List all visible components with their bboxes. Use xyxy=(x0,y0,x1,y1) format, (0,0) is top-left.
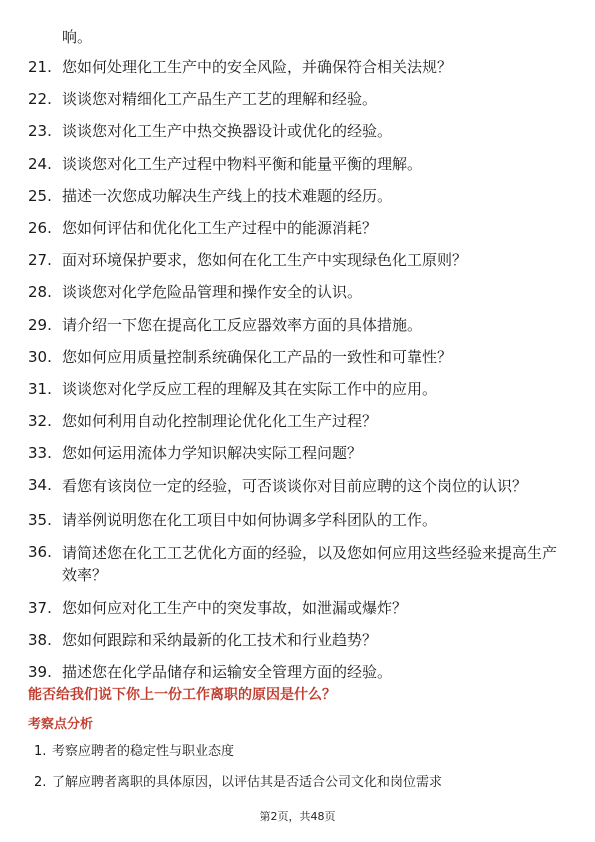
question-number: 29. xyxy=(28,315,52,334)
question-text: 谈谈您对化学危险品管理和操作安全的认识。 xyxy=(62,283,363,302)
analysis-subheading: 考察点分析 xyxy=(28,717,94,732)
question-item xyxy=(28,662,568,682)
analysis-points xyxy=(34,743,564,805)
question-number: 38. xyxy=(28,631,52,650)
analysis-point xyxy=(34,743,564,761)
question-item xyxy=(28,443,568,463)
question-text: 面对环境保护要求，您如何在化工生产中实现绿色化工原则？ xyxy=(62,251,468,270)
question-number: 34. xyxy=(28,476,52,495)
section-heading: 能否给我们说下你上一份工作离职的原因是什么？ xyxy=(28,687,336,703)
question-number: 28. xyxy=(28,283,52,302)
question-number: 36. xyxy=(28,542,52,561)
question-number: 37. xyxy=(28,599,52,617)
question-text: 谈谈您对精细化工产品生产工艺的理解和经验。 xyxy=(62,90,378,109)
question-item xyxy=(28,379,568,399)
question-number: 39. xyxy=(28,663,52,682)
question-text: 您如何跟踪和采纳最新的化工技术和行业趋势？ xyxy=(62,631,378,650)
question-number: 27. xyxy=(28,251,52,270)
question-text: 谈谈您对化工生产中热交换器设计或优化的经验。 xyxy=(62,122,393,141)
point-number: 1. xyxy=(34,744,47,759)
question-text: 您如何利用自动化控制理论优化化工生产过程？ xyxy=(62,412,378,431)
analysis-point xyxy=(34,774,564,792)
question-text: 您如何评估和优化化工生产过程中的能源消耗？ xyxy=(62,218,378,237)
question-item xyxy=(28,510,568,530)
point-number: 2. xyxy=(34,775,47,790)
question-text: 谈谈您对化工生产过程中物料平衡和能量平衡的理解。 xyxy=(62,154,423,173)
question-item xyxy=(28,218,568,238)
question-item xyxy=(28,282,568,302)
question-text: 描述一次您成功解决生产线上的技术难题的经历。 xyxy=(62,186,393,205)
question-number: 22. xyxy=(28,90,52,109)
page-footer: 第2页，共48页 xyxy=(259,810,336,823)
question-item xyxy=(28,154,568,174)
question-item xyxy=(28,411,568,431)
question-text: 请介绍一下您在提高化工反应器效率方面的具体措施。 xyxy=(62,315,423,334)
question-number: 30. xyxy=(28,347,52,366)
question-number: 21. xyxy=(28,58,52,76)
question-list xyxy=(28,57,568,695)
question-item xyxy=(28,121,568,141)
question-item xyxy=(28,598,568,618)
point-text: 了解应聘者离职的具体原因，以评估其是否适合公司文化和岗位需求 xyxy=(52,775,443,790)
question-item xyxy=(28,542,568,586)
question-text: 请举例说明您在化工项目中如何协调多学科团队的工作。 xyxy=(62,510,438,529)
question-number: 33. xyxy=(28,444,52,463)
question-text: 描述您在化学品储存和运输安全管理方面的经验。 xyxy=(62,663,393,682)
question-text: 您如何应对化工生产中的突发事故，如泄漏或爆炸？ xyxy=(62,599,408,617)
question-number: 26. xyxy=(28,218,52,237)
point-text: 考察应聘者的稳定性与职业态度 xyxy=(52,744,235,759)
question-text: 您如何应用质量控制系统确保化工产品的一致性和可靠性？ xyxy=(62,347,453,366)
question-item xyxy=(28,347,568,367)
question-number: 23. xyxy=(28,122,52,141)
question-item xyxy=(28,315,568,335)
question-number: 32. xyxy=(28,412,52,431)
question-item xyxy=(28,250,568,270)
question-number: 35. xyxy=(28,510,52,529)
question-number: 24. xyxy=(28,154,52,173)
question-text: 您如何运用流体力学知识解决实际工程问题？ xyxy=(62,444,363,463)
question-item xyxy=(28,186,568,206)
question-number: 25. xyxy=(28,186,52,205)
question-text: 看您有该岗位一定的经验，可否谈谈你对目前应聘的这个岗位的认识？ xyxy=(62,477,528,496)
continuation-text: 响。 xyxy=(62,28,93,46)
question-number: 31. xyxy=(28,379,52,398)
question-text: 您如何处理化工生产中的安全风险，并确保符合相关法规？ xyxy=(62,58,453,76)
question-item xyxy=(28,57,568,77)
question-item xyxy=(28,475,568,497)
question-text: 请简述您在化工工艺优化方面的经验，以及您如何应用这些经验来提高生产效率？ xyxy=(62,543,558,584)
question-item xyxy=(28,630,568,650)
question-item xyxy=(28,89,568,109)
question-text: 谈谈您对化学反应工程的理解及其在实际工作中的应用。 xyxy=(62,379,438,398)
